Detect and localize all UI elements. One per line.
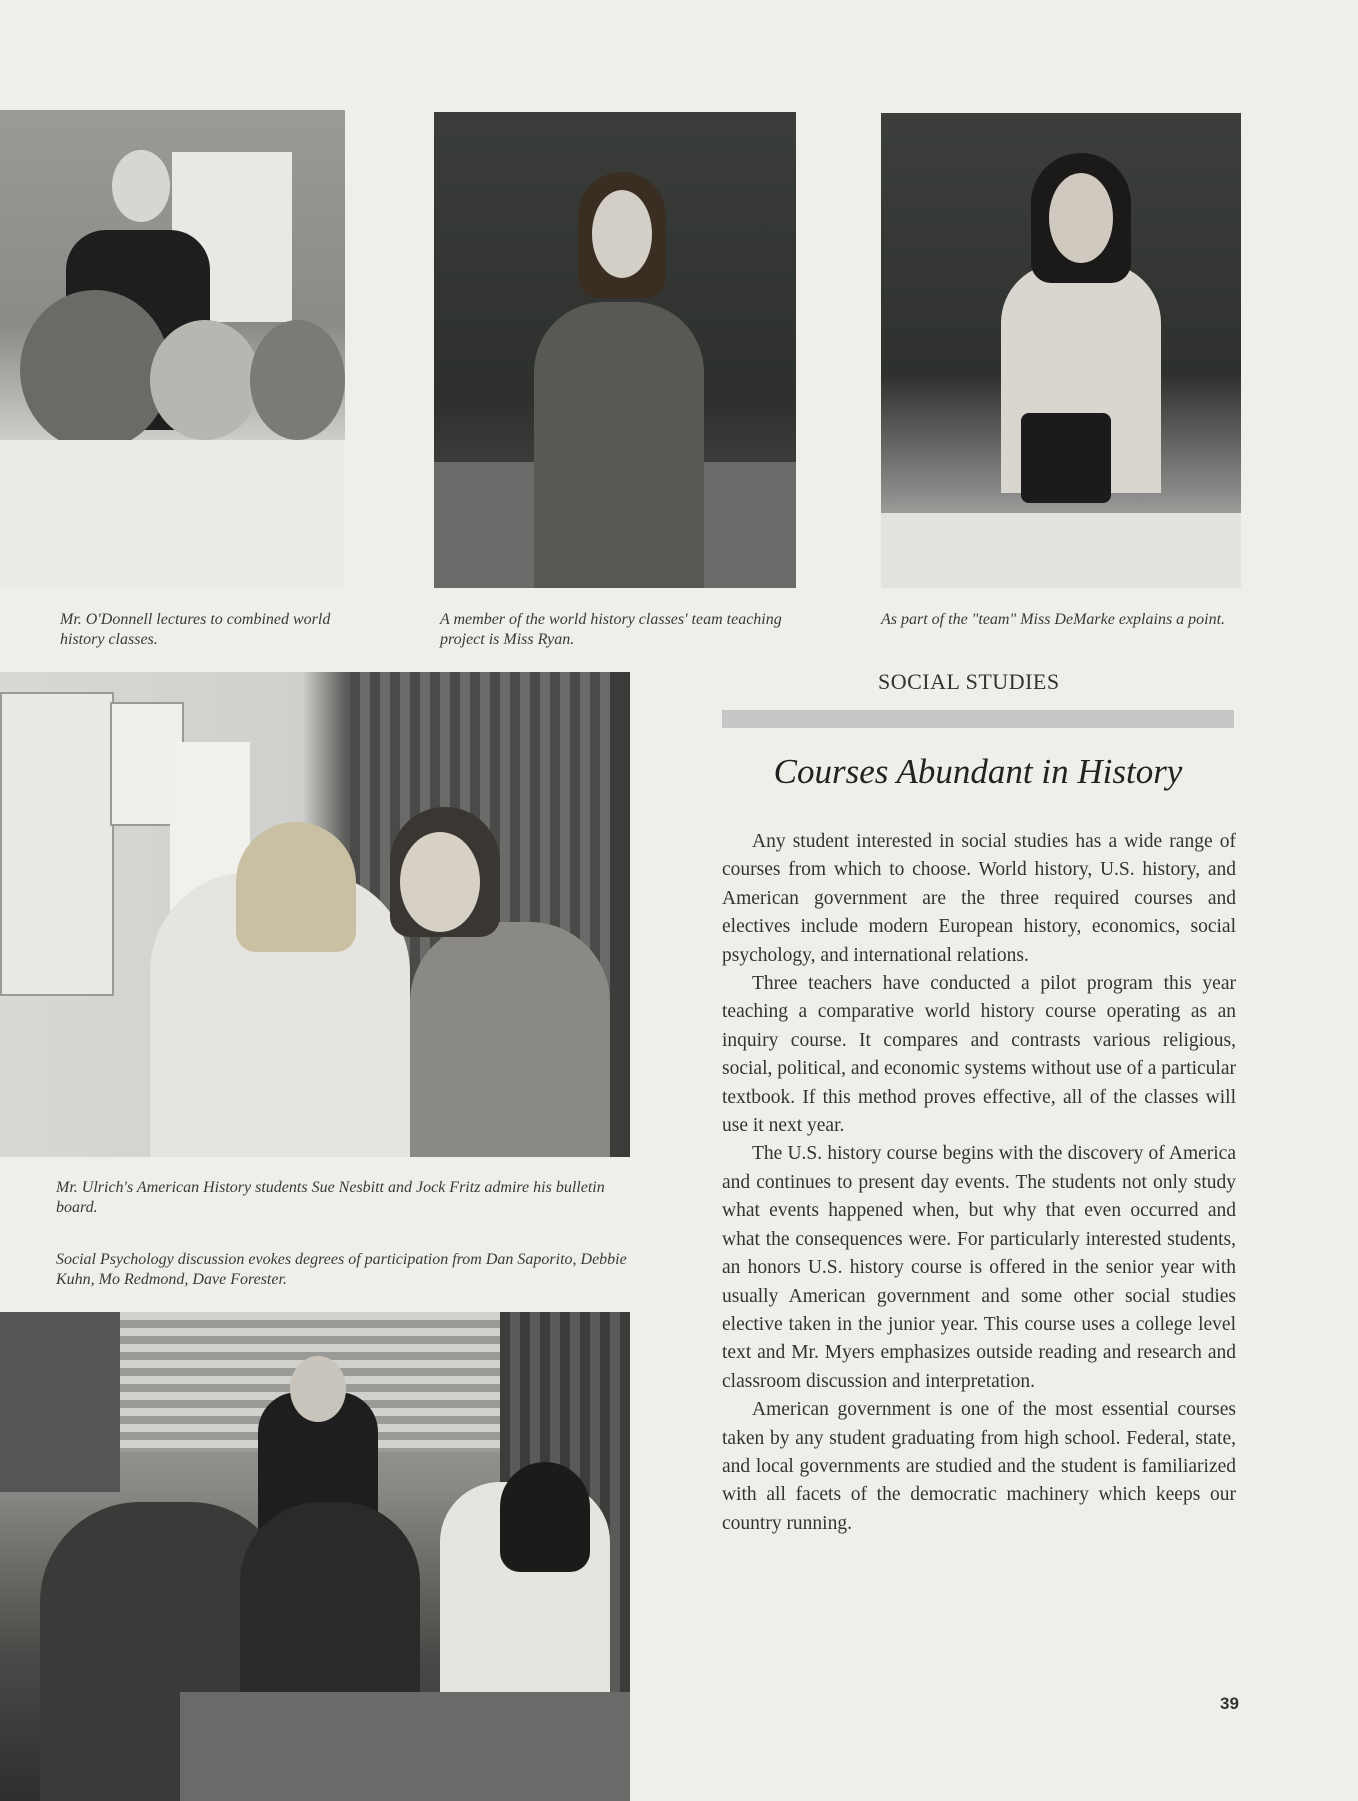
article-paragraph: American government is one of the most essential courses taken by any student graduating from high school. Federal, state, and local governments are studied and the student is familiarized with all facets of the democratic machinery which keeps our country running. xyxy=(722,1399,1236,1534)
lecture-photo xyxy=(0,110,345,586)
section-divider xyxy=(722,710,1234,728)
discussion-photo xyxy=(0,1312,630,1801)
teacher-blackboard-photo xyxy=(434,112,796,588)
photo-caption: A member of the world history classes' team teaching project is Miss Ryan. xyxy=(440,611,782,648)
article-paragraph: Three teachers have conducted a pilot program this year teaching a comparative world history course operating as an inquiry course. It compares and contrasts various religious, social, political, and economic systems without use of a particular textbook. If this method proves effective, all of the classes will use it next year. xyxy=(722,973,1236,1137)
article-paragraph: The U.S. history course begins with the discovery of America and continues to present day events. The students not only study what events happened when, but why that even occurred and what the consequences were. For particularly interested students, an honors U.S. history course is offered in the senior year with usually American government and some other social studies elective taken in the junior year. This course uses a college level text and Mr. Myers emphasizes outside reading and research and classroom discussion and interpretation. xyxy=(722,1143,1236,1392)
article-paragraph: Any student interested in social studies has a wide range of courses from which to choose. World history, U.S. history, and American government are the three required courses and electives include modern European history, economics, social psychology, and international relations. xyxy=(722,831,1236,966)
section-label: SOCIAL STUDIES xyxy=(878,669,1060,694)
article-body xyxy=(722,828,1236,1538)
teacher-explaining-photo xyxy=(881,113,1241,588)
article-headline: Courses Abundant in History xyxy=(773,752,1183,791)
photo-caption: Mr. Ulrich's American History students Sue Nesbitt and Jock Fritz admire his bulletin board. xyxy=(56,1179,605,1216)
bulletin-board-photo xyxy=(0,672,630,1157)
photo-caption: Mr. O'Donnell lectures to combined world history classes. xyxy=(60,611,331,648)
photo-caption: Social Psychology discussion evokes degrees of participation from Dan Saporito, Debbie Kuhn, Mo Redmond, Dave Forester. xyxy=(56,1251,627,1288)
photo-caption: As part of the "team" Miss DeMarke explains a point. xyxy=(881,611,1226,628)
page-number: 39 xyxy=(1220,1694,1239,1713)
